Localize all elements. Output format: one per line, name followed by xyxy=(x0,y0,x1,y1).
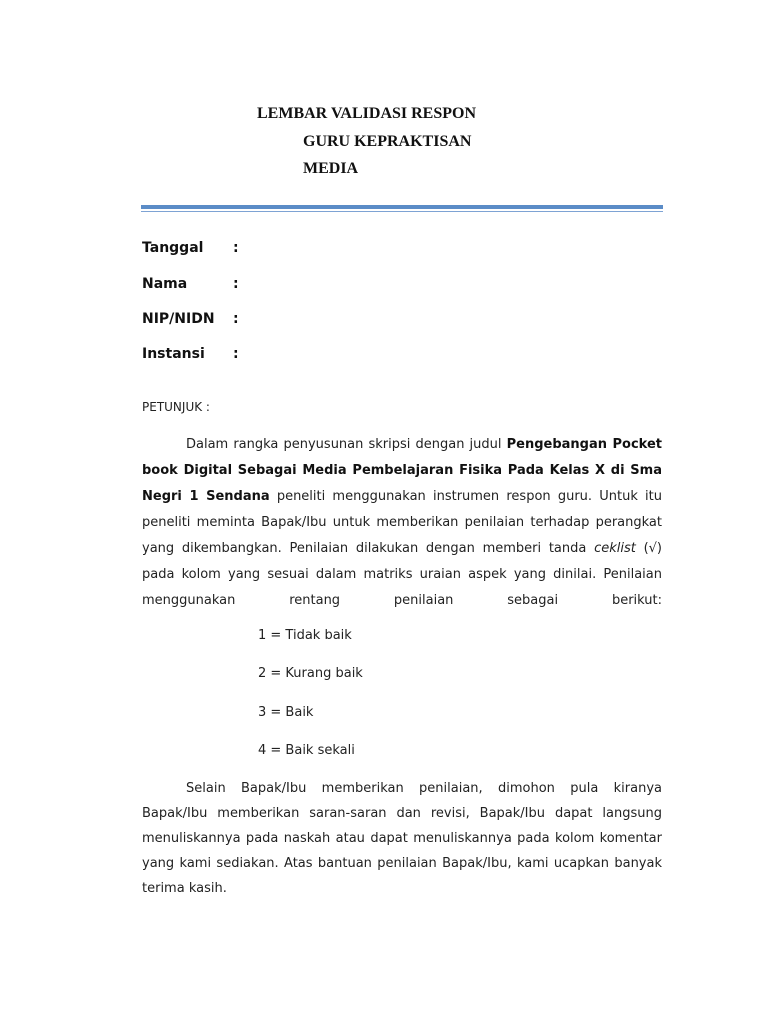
instructions-heading: PETUNJUK : xyxy=(142,400,210,414)
scale-item: 3 = Baik xyxy=(258,705,314,720)
instructions-paragraph xyxy=(142,432,662,614)
title-line-3: MEDIA xyxy=(303,160,359,177)
scale-item: 1 = Tidak baik xyxy=(258,628,352,643)
paragraph-text: Dalam rangka penyusunan skripsi dengan judul xyxy=(186,437,507,452)
field-colon: : xyxy=(233,346,239,362)
field-nip-nidn xyxy=(142,311,442,331)
field-colon: : xyxy=(233,240,239,256)
field-label: NIP/NIDN xyxy=(142,311,215,327)
field-instansi xyxy=(142,346,442,366)
field-label: Nama xyxy=(142,276,188,292)
scale-item: 2 = Kurang baik xyxy=(258,666,363,681)
paragraph-text: (√) pada kolom yang sesuai dalam matriks uraian aspek yang dinilai. Penilaian menggunakan rentang penilaian sebagai berikut: xyxy=(142,541,663,608)
scale-item: 4 = Baik sekali xyxy=(258,743,355,758)
paragraph-text: Selain Bapak/Ibu memberikan penilaian, dimohon pula kiranya Bapak/Ibu memberikan saran-saran dan revisi, Bapak/Ibu dapat langsung menuliskannya pada naskah atau dapat menuliskannya pada kolom komentar yang kami sediakan. Atas bantuan penilaian Bapak/Ibu, kami ucapkan banyak terima kasih. xyxy=(142,781,662,896)
field-colon: : xyxy=(233,276,239,292)
field-nama xyxy=(142,276,442,296)
ceklist-term: ceklist xyxy=(594,541,636,556)
header-divider xyxy=(141,205,663,209)
thesis-title: Pengebangan Pocket book Digital Sebagai Media Pembelajaran Fisika Pada Kelas X di Sma Negri 1 Sendana xyxy=(142,437,662,504)
closing-paragraph xyxy=(142,776,662,901)
title-line-2: GURU KEPRAKTISAN xyxy=(303,133,472,150)
field-label: Instansi xyxy=(142,346,205,362)
header-divider-thin xyxy=(141,211,663,212)
title-line-1: LEMBAR VALIDASI RESPON xyxy=(257,105,477,122)
paragraph-text: peneliti menggunakan instrumen respon guru. Untuk itu peneliti meminta Bapak/Ibu untuk memberikan penilaian terhadap perangkat yang dikembangkan. Penilaian dilakukan dengan memberi tanda xyxy=(142,489,662,556)
field-label: Tanggal xyxy=(142,240,204,256)
field-tanggal xyxy=(142,240,442,260)
field-colon: : xyxy=(233,311,239,327)
